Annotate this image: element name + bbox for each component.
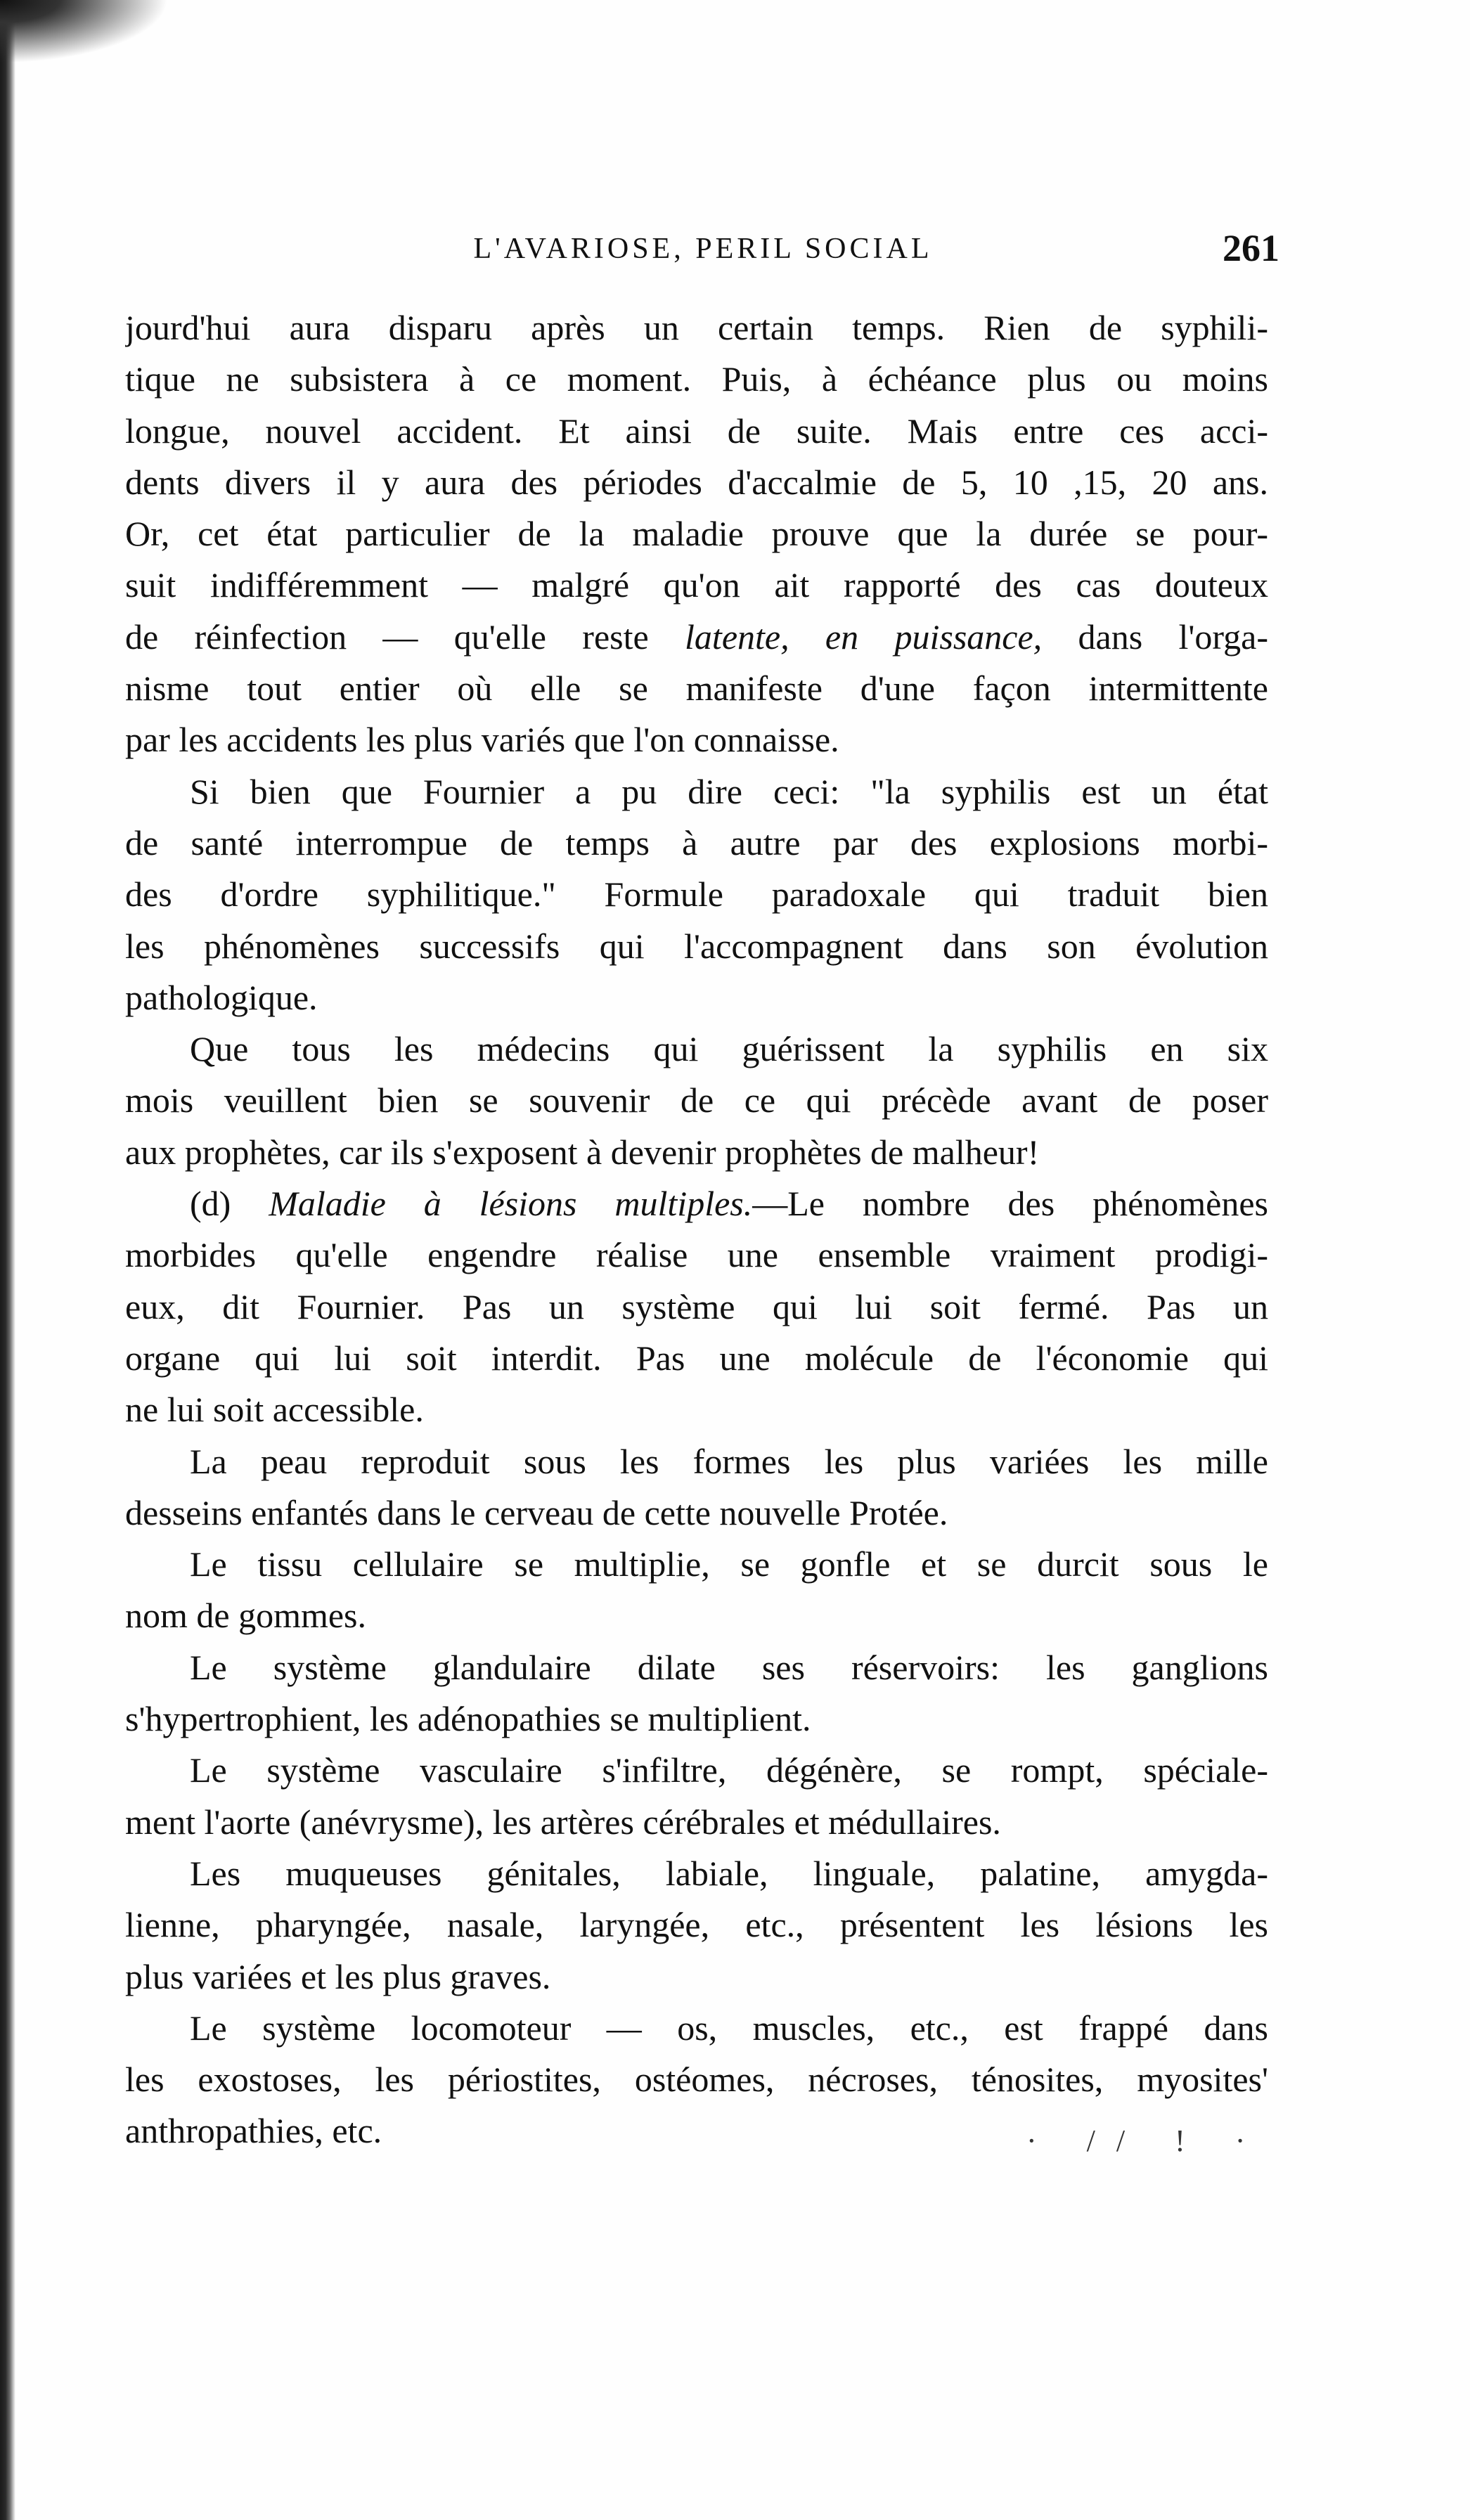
- text-line: Le système locomoteur — os, muscles, etc., est frappé dans: [190, 2008, 1268, 2048]
- italic-segment: latente, en puissance,: [685, 616, 1043, 657]
- text-line: eux, dit Fournier. Pas un système qui lui soit fermé. Pas un: [125, 1286, 1268, 1326]
- text-line: lienne, pharyngée, nasale, laryngée, etc., présentent les lésions les: [125, 1905, 1268, 1945]
- text-line: Si bien que Fournier a pu dire ceci: "la syphilis est un état: [190, 771, 1268, 811]
- italic-segment: Maladie à lésions multiples.: [269, 1184, 753, 1224]
- text-line: les phénomènes successifs qui l'accompagnent dans son évolution: [125, 926, 1268, 966]
- text-segment: dans l'orga-: [1042, 616, 1268, 657]
- text-line: aux prophètes, car ils s'exposent à devenir prophètes de malheur!: [125, 1132, 1040, 1172]
- body-text: [125, 302, 1268, 2157]
- text-line: morbides qu'elle engendre réalise une ensemble vraiment prodigi-: [125, 1235, 1268, 1275]
- text-line: s'hypertrophient, les adénopathies se multiplient.: [125, 1699, 811, 1739]
- binding-edge: [0, 0, 15, 2520]
- text-line: anthropathies, etc.: [125, 2111, 382, 2151]
- text-line: pathologique.: [125, 977, 318, 1017]
- text-line: Or, cet état particulier de la maladie prouve que la durée se pour-: [125, 514, 1268, 554]
- text-line: Le tissu cellulaire se multiplie, se gonfle et se durcit sous le: [190, 1544, 1268, 1584]
- text-line: de santé interrompue de temps à autre par des explosions morbi-: [125, 822, 1268, 862]
- running-head: [127, 227, 1279, 274]
- text-line: desseins enfantés dans le cerveau de cette nouvelle Protée.: [125, 1492, 948, 1532]
- text-line: tique ne subsistera à ce moment. Puis, à échéance plus ou moins: [125, 359, 1268, 399]
- scan-shadow: [0, 0, 169, 63]
- text-line: [125, 612, 1268, 663]
- text-line: dents divers il y aura des périodes d'accalmie de 5, 10 ,15, 20 ans.: [125, 462, 1268, 502]
- text-line: des d'ordre syphilitique." Formule paradoxale qui traduit bien: [125, 874, 1268, 915]
- text-line: jourd'hui aura disparu après un certain temps. Rien de syphili-: [125, 308, 1268, 347]
- stray-ink-marks: · // ! ·: [1026, 2124, 1267, 2158]
- text-line: longue, nouvel accident. Et ainsi de suite. Mais entre ces acci-: [125, 411, 1268, 451]
- text-line: ment l'aorte (anévrysme), les artères cérébrales et médullaires.: [125, 1802, 1001, 1842]
- text-segment: (d): [190, 1184, 269, 1224]
- text-line: organe qui lui soit interdit. Pas une molécule de l'économie qui: [125, 1338, 1268, 1378]
- text-line: nisme tout entier où elle se manifeste d'une façon intermittente: [125, 668, 1268, 709]
- text-line: mois veuillent bien se souvenir de ce qui précède avant de poser: [125, 1080, 1268, 1120]
- text-line: par les accidents les plus variés que l'on connaisse.: [125, 720, 839, 760]
- text-line: Le système glandulaire dilate ses réservoirs: les ganglions: [190, 1647, 1268, 1687]
- text-line: Que tous les médecins qui guérissent la syphilis en six: [190, 1029, 1268, 1069]
- text-segment: de réinfection — qu'elle reste: [125, 616, 685, 657]
- text-line: [125, 1178, 1268, 1229]
- text-segment: —Le nombre des phénomènes: [752, 1184, 1268, 1224]
- text-line: ne lui soit accessible.: [125, 1390, 424, 1430]
- text-line: suit indifféremment — malgré qu'on ait rapporté des cas douteux: [125, 565, 1268, 605]
- running-title: L'AVARIOSE, PERIL SOCIAL: [473, 233, 933, 265]
- text-line: les exostoses, les périostites, ostéomes, nécroses, ténosites, myosites': [125, 2060, 1268, 2100]
- text-line: plus variées et les plus graves.: [125, 1956, 551, 1996]
- text-line: Les muqueuses génitales, labiale, linguale, palatine, amygda-: [190, 1853, 1268, 1893]
- text-line: nom de gommes.: [125, 1596, 367, 1636]
- text-line: Le système vasculaire s'infiltre, dégénère, se rompt, spéciale-: [190, 1750, 1268, 1790]
- page-number: 261: [1223, 227, 1279, 269]
- text-line: La peau reproduit sous les formes les plus variées les mille: [190, 1441, 1268, 1481]
